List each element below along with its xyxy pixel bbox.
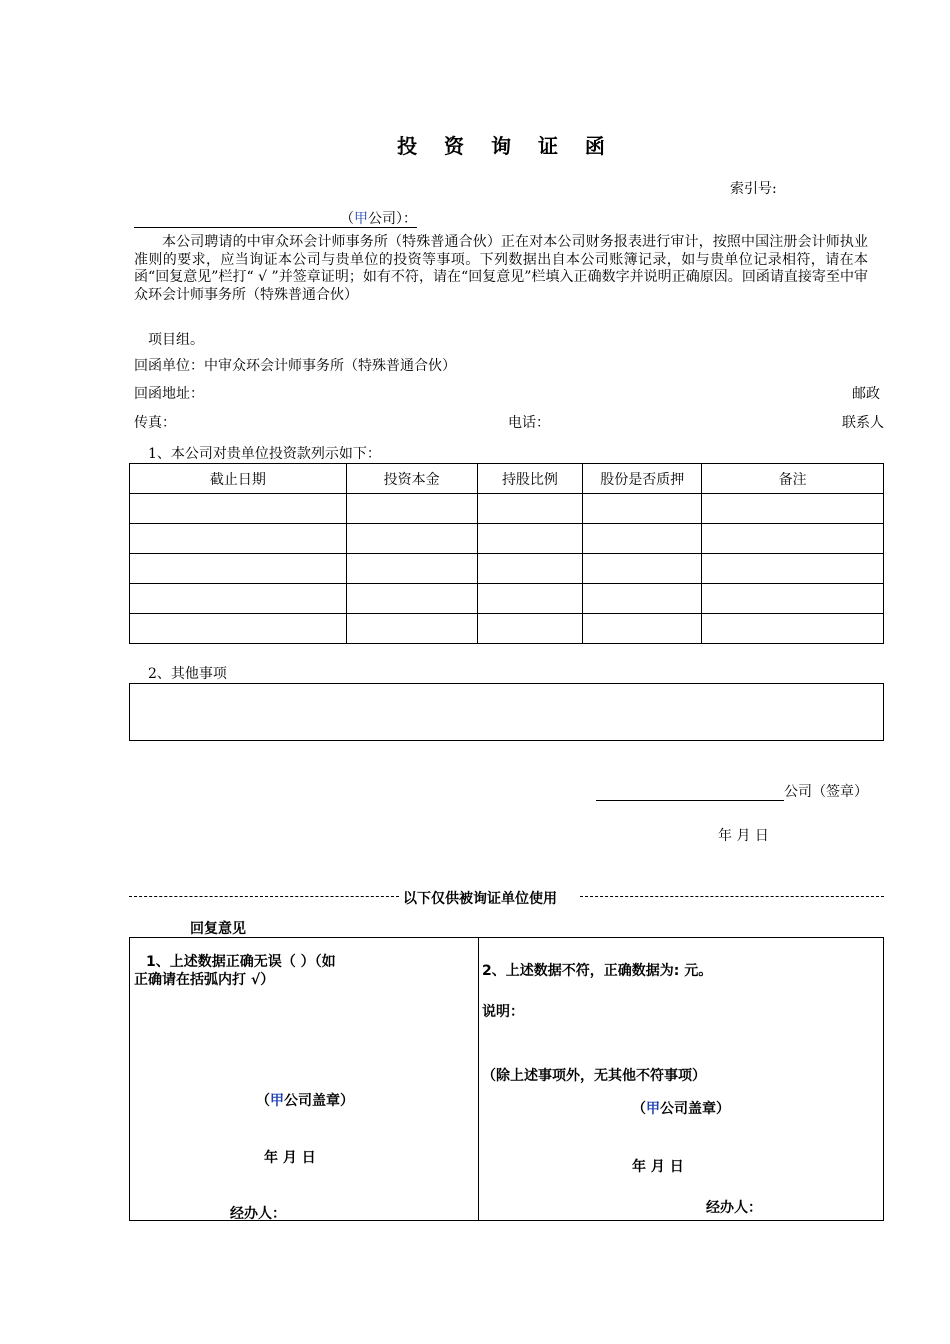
reply-address: 回函地址：	[134, 386, 204, 402]
section1-title: 1、本公司对贵单位投资款列示如下：	[148, 446, 381, 462]
reply-right-note: （除上述事项外，无其他不符事项）	[482, 1068, 706, 1084]
reply-left-seal-prefix: （	[256, 1093, 270, 1109]
reply-right-seal-prefix: （	[632, 1101, 646, 1117]
table-cell[interactable]	[702, 524, 884, 554]
table-cell[interactable]	[477, 494, 583, 524]
reply-box-divider	[478, 938, 479, 1220]
table-cell[interactable]	[346, 614, 477, 644]
table-row	[130, 494, 884, 524]
table-row	[130, 554, 884, 584]
addressee-text	[340, 211, 417, 228]
table-row	[130, 584, 884, 614]
table-cell[interactable]	[477, 554, 583, 584]
reply-right-explain: 说明：	[482, 1004, 524, 1020]
divider-text: 以下仅供被询证单位使用	[403, 891, 557, 907]
header-principal: 投资本金	[346, 464, 477, 494]
table-cell[interactable]	[477, 614, 583, 644]
divider-left	[129, 896, 399, 897]
reply-left-line1: 1、上述数据正确无误（ ）（如	[146, 954, 336, 970]
signature-date: 年 月 日	[718, 828, 769, 844]
index-number-label: 索引号:	[730, 181, 777, 197]
signature-line	[596, 781, 868, 801]
investment-table	[129, 463, 884, 644]
header-share-ratio: 持股比例	[477, 464, 583, 494]
intro-text: 本公司聘请的中审众环会计师事务所（特殊普通合伙）正在对本公司财务报表进行审计，按照中国注册会计师执业准则的要求，应当询证本公司与贵单位的投资等事项。下列数据出自本公司账簿记录，如与贵单位记录相符，请在本函“回复意见”栏打“ √ ”并签章证明；如有不符，请在“回复意见”栏填入正确数字并说明正确原因。回函请直接寄至中审众环会计师事务所（特殊普通合伙）	[134, 234, 868, 303]
reply-title: 回复意见	[190, 921, 246, 937]
table-cell[interactable]	[583, 554, 702, 584]
postal-code-label: 邮政	[852, 386, 880, 402]
table-row	[130, 614, 884, 644]
reply-right-seal	[632, 1098, 730, 1118]
table-cell[interactable]	[477, 524, 583, 554]
reply-left-seal-company: 甲	[270, 1093, 284, 1109]
table-row	[130, 524, 884, 554]
reply-right-seal-suffix: 公司盖章）	[660, 1101, 730, 1117]
table-cell[interactable]	[130, 494, 347, 524]
reply-left-handler: 经办人：	[230, 1206, 286, 1222]
page-title: 投 资 询 证 函	[397, 134, 615, 158]
header-pledged: 股份是否质押	[583, 464, 702, 494]
table-cell[interactable]	[130, 614, 347, 644]
table-cell[interactable]	[346, 584, 477, 614]
table-cell[interactable]	[702, 494, 884, 524]
section2-title: 2、其他事项	[148, 666, 227, 682]
intro-paragraph	[134, 234, 868, 304]
table-cell[interactable]	[477, 584, 583, 614]
contact-label: 联系人	[842, 415, 884, 431]
addressee-blank	[134, 211, 340, 228]
table-cell[interactable]	[583, 494, 702, 524]
fax-label: 传真：	[134, 415, 176, 431]
table-cell[interactable]	[130, 554, 347, 584]
reply-left-date: 年 月 日	[264, 1150, 316, 1166]
addressee-line	[134, 208, 417, 228]
table-cell[interactable]	[583, 614, 702, 644]
reply-right-seal-company: 甲	[646, 1101, 660, 1117]
company-seal-label: 公司（签章）	[784, 784, 868, 800]
divider-right	[580, 896, 884, 897]
table-cell[interactable]	[346, 554, 477, 584]
table-cell[interactable]	[702, 614, 884, 644]
reply-right-line1: 2、上述数据不符，正确数据为: 元。	[482, 963, 713, 979]
reply-right-date: 年 月 日	[632, 1159, 684, 1175]
reply-left-seal	[256, 1090, 354, 1110]
table-cell[interactable]	[346, 494, 477, 524]
other-matters-box[interactable]	[129, 683, 884, 741]
header-remarks: 备注	[702, 464, 884, 494]
reply-left-line2: 正确请在括弧内打 √）	[134, 972, 275, 988]
reply-right-handler: 经办人：	[706, 1200, 762, 1216]
table-cell[interactable]	[702, 584, 884, 614]
table-cell[interactable]	[130, 584, 347, 614]
table-cell[interactable]	[702, 554, 884, 584]
table-cell[interactable]	[130, 524, 347, 554]
signature-blank	[596, 784, 784, 801]
addressee-suffix: 公司）：	[368, 211, 417, 227]
reply-left-seal-suffix: 公司盖章）	[284, 1093, 354, 1109]
header-cutoff-date: 截止日期	[130, 464, 347, 494]
reply-unit: 回函单位：中审众环会计师事务所（特殊普通合伙）	[134, 358, 456, 374]
table-header-row	[130, 464, 884, 494]
project-group: 项目组。	[148, 332, 204, 348]
phone-label: 电话：	[508, 415, 550, 431]
addressee-company: 甲	[354, 211, 368, 227]
addressee-prefix: （	[340, 211, 354, 227]
table-cell[interactable]	[583, 524, 702, 554]
table-cell[interactable]	[583, 584, 702, 614]
table-cell[interactable]	[346, 524, 477, 554]
